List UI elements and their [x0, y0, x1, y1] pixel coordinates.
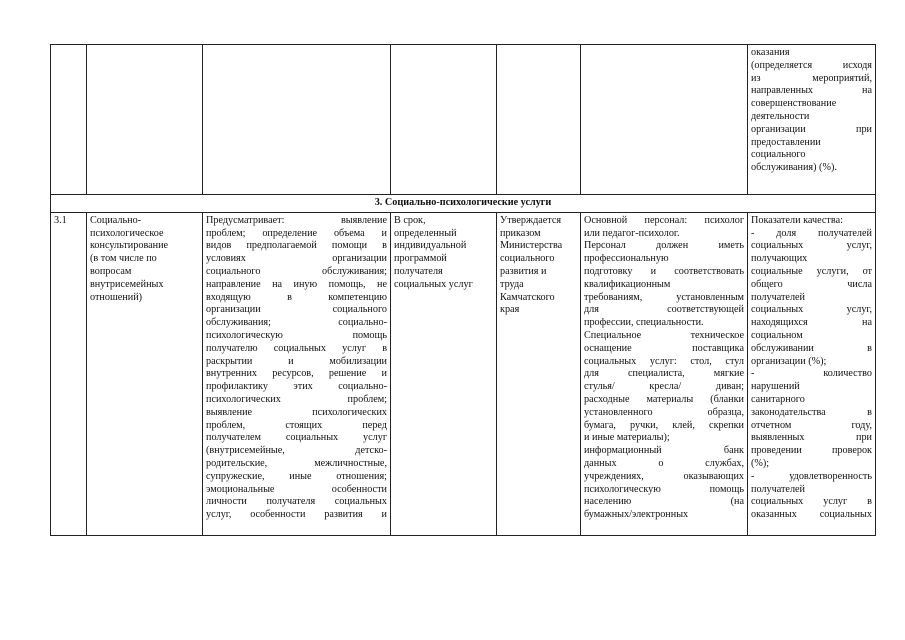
text-line: Специальное техническое: [584, 329, 744, 341]
text-line: для соответствующей: [584, 304, 744, 316]
cell-empty: [203, 45, 391, 195]
text-line: обслуживании в: [751, 342, 872, 354]
text-line: отчетном году,: [751, 419, 872, 431]
text-line: видов предполагаемой помощи в: [206, 240, 387, 252]
cell-empty: [87, 45, 203, 195]
text-line: направление на иную помощь, не: [206, 278, 387, 290]
cell-empty: [51, 45, 87, 195]
text-line: оснащение поставщика: [584, 342, 744, 354]
text-line: внутрисемейных: [90, 278, 164, 290]
text-line: получающих: [751, 253, 808, 265]
text-line: профилактику этих социально-: [206, 381, 387, 393]
text-line: социальном: [751, 329, 803, 341]
text-line: проблем; определение объема и: [206, 227, 387, 239]
text-line: или педагог-психолог.: [584, 227, 680, 239]
service-conditions-cell: [581, 212, 748, 535]
text-line: социальных услуг: [394, 278, 473, 290]
text-line: супружеские, иные отношения;: [206, 470, 387, 482]
section-header-row: [51, 195, 876, 213]
text-line: - доля получателей: [751, 227, 872, 239]
text-line: квалификационным: [584, 278, 671, 290]
cell-empty: [497, 45, 581, 195]
text-line: оказанных социальных: [751, 509, 872, 521]
text-line: психологических проблем;: [206, 393, 387, 405]
text-line: Утверждается: [500, 214, 562, 226]
text-line: профессии, специальности.: [584, 317, 704, 329]
text-line: находящихся на: [751, 317, 872, 329]
text-line: организации социального: [206, 304, 387, 316]
text-line: предоставлении: [751, 136, 821, 148]
text-line: профессиональную: [584, 253, 669, 265]
text-line: развития и: [500, 265, 547, 277]
text-line: приказом: [500, 227, 541, 239]
text-line: для специалиста, мягкие: [584, 368, 744, 380]
text-line: и иные материалы);: [584, 432, 670, 444]
text-line: - удовлетворенность: [751, 470, 872, 482]
text-line: выявленных при: [751, 432, 872, 444]
text-line: Показатели качества:: [751, 214, 843, 226]
text-line: Предусматривает: выявление: [206, 214, 387, 226]
cell-empty: [581, 45, 748, 195]
text-line: входящую в компетенцию: [206, 291, 387, 303]
text-line: Камчатского: [500, 291, 555, 303]
text-line: вопросам: [90, 265, 132, 277]
text-line: социального обслуживания;: [206, 265, 387, 277]
text-line: определенный: [394, 227, 457, 239]
text-line: Социально-: [90, 214, 142, 226]
text-line: получателю социальных услуг в: [206, 342, 387, 354]
row-number: 3.1: [51, 212, 87, 535]
text-line: обслуживания; социально-: [206, 317, 387, 329]
text-line: отношений): [90, 291, 143, 303]
text-line: совершенствование: [751, 98, 837, 110]
table-row-service: [51, 212, 876, 535]
service-cost-cell: [497, 212, 581, 535]
text-line: бумажных/электронных: [584, 509, 689, 521]
text-line: Министерства: [500, 240, 563, 252]
text-line: установленного образца,: [584, 406, 744, 418]
text-line: социальных услуг,: [751, 240, 872, 252]
quality-cell-continuation: [748, 45, 876, 195]
text-line: В срок,: [394, 214, 426, 226]
text-line: законодательства в: [751, 406, 872, 418]
text-line: информационный банк: [584, 445, 744, 457]
text-line: бумага, ручки, клей, скрепки: [584, 419, 744, 431]
text-line: выявление психологических: [206, 406, 387, 418]
service-description-cell: [203, 212, 391, 535]
text-line: санитарного: [751, 393, 805, 405]
text-line: (%);: [751, 457, 770, 469]
text-line: Основной персонал: психолог: [584, 214, 744, 226]
text-line: направленных на: [751, 85, 872, 97]
text-line: из мероприятий,: [751, 72, 872, 84]
text-line: проведении проверок: [751, 445, 872, 457]
text-line: организации при: [751, 123, 872, 135]
text-line: нарушений: [751, 381, 800, 393]
text-line: получателей: [751, 291, 806, 303]
text-line: условиях организации: [206, 253, 387, 265]
text-line: учреждениях, оказывающих: [584, 470, 744, 482]
text-line: - количество: [751, 368, 872, 380]
cell-empty: [391, 45, 497, 195]
text-line: раскрытии и мобилизации: [206, 355, 387, 367]
text-line: психологическую помощь: [584, 483, 744, 495]
text-line: получателей: [751, 483, 806, 495]
text-line: социального: [751, 149, 806, 161]
text-line: индивидуальной: [394, 240, 467, 252]
text-line: услуг, особенности развития и: [206, 509, 387, 521]
section-title: 3. Социально-психологические услуги: [51, 195, 876, 213]
text-line: внутренних ресурсов, решение и: [206, 368, 387, 380]
text-line: данных о службах,: [584, 457, 744, 469]
text-line: требованиям, установленным: [584, 291, 744, 303]
text-line: эмоциональные особенности: [206, 483, 387, 495]
service-quality-cell: [748, 212, 876, 535]
text-line: подготовку и соответствовать: [584, 265, 744, 277]
text-line: социальных услуг в: [751, 496, 872, 508]
text-line: организации (%);: [751, 355, 827, 367]
text-line: личности получателя социальных: [206, 496, 387, 508]
text-line: населению (на: [584, 496, 744, 508]
text-line: родительские, межличностные,: [206, 457, 387, 469]
text-line: получателем социальных услуг: [206, 432, 387, 444]
table-row-continuation: [51, 45, 876, 195]
text-line: обслуживания) (%).: [751, 162, 837, 174]
text-line: психологическое: [90, 227, 164, 239]
text-line: психологическую помощь: [206, 329, 387, 341]
text-line: (внутрисемейные, детско-: [206, 445, 387, 457]
text-line: оказания: [751, 47, 790, 58]
text-line: социальных услуг,: [751, 304, 872, 316]
text-line: проблем, стоящих перед: [206, 419, 387, 431]
text-line: стулья/ кресла/ диван;: [584, 381, 744, 393]
text-line: социального: [500, 253, 555, 265]
text-line: края: [500, 304, 520, 316]
text-line: (определяется исходя: [751, 59, 872, 71]
text-line: Персонал должен иметь: [584, 240, 744, 252]
text-line: программой: [394, 253, 447, 265]
text-line: (в том числе по: [90, 253, 157, 265]
services-table: [50, 44, 876, 536]
text-line: деятельности: [751, 110, 810, 122]
text-line: консультирование: [90, 240, 169, 252]
service-name-cell: [87, 212, 203, 535]
text-line: общего числа: [751, 278, 872, 290]
text-line: получателя: [394, 265, 443, 277]
text-line: труда: [500, 278, 524, 290]
service-term-cell: [391, 212, 497, 535]
text-line: социальных услуг: стол, стул: [584, 355, 744, 367]
text-line: расходные материалы (бланки: [584, 393, 744, 405]
text-line: социальные услуги, от: [751, 265, 872, 277]
